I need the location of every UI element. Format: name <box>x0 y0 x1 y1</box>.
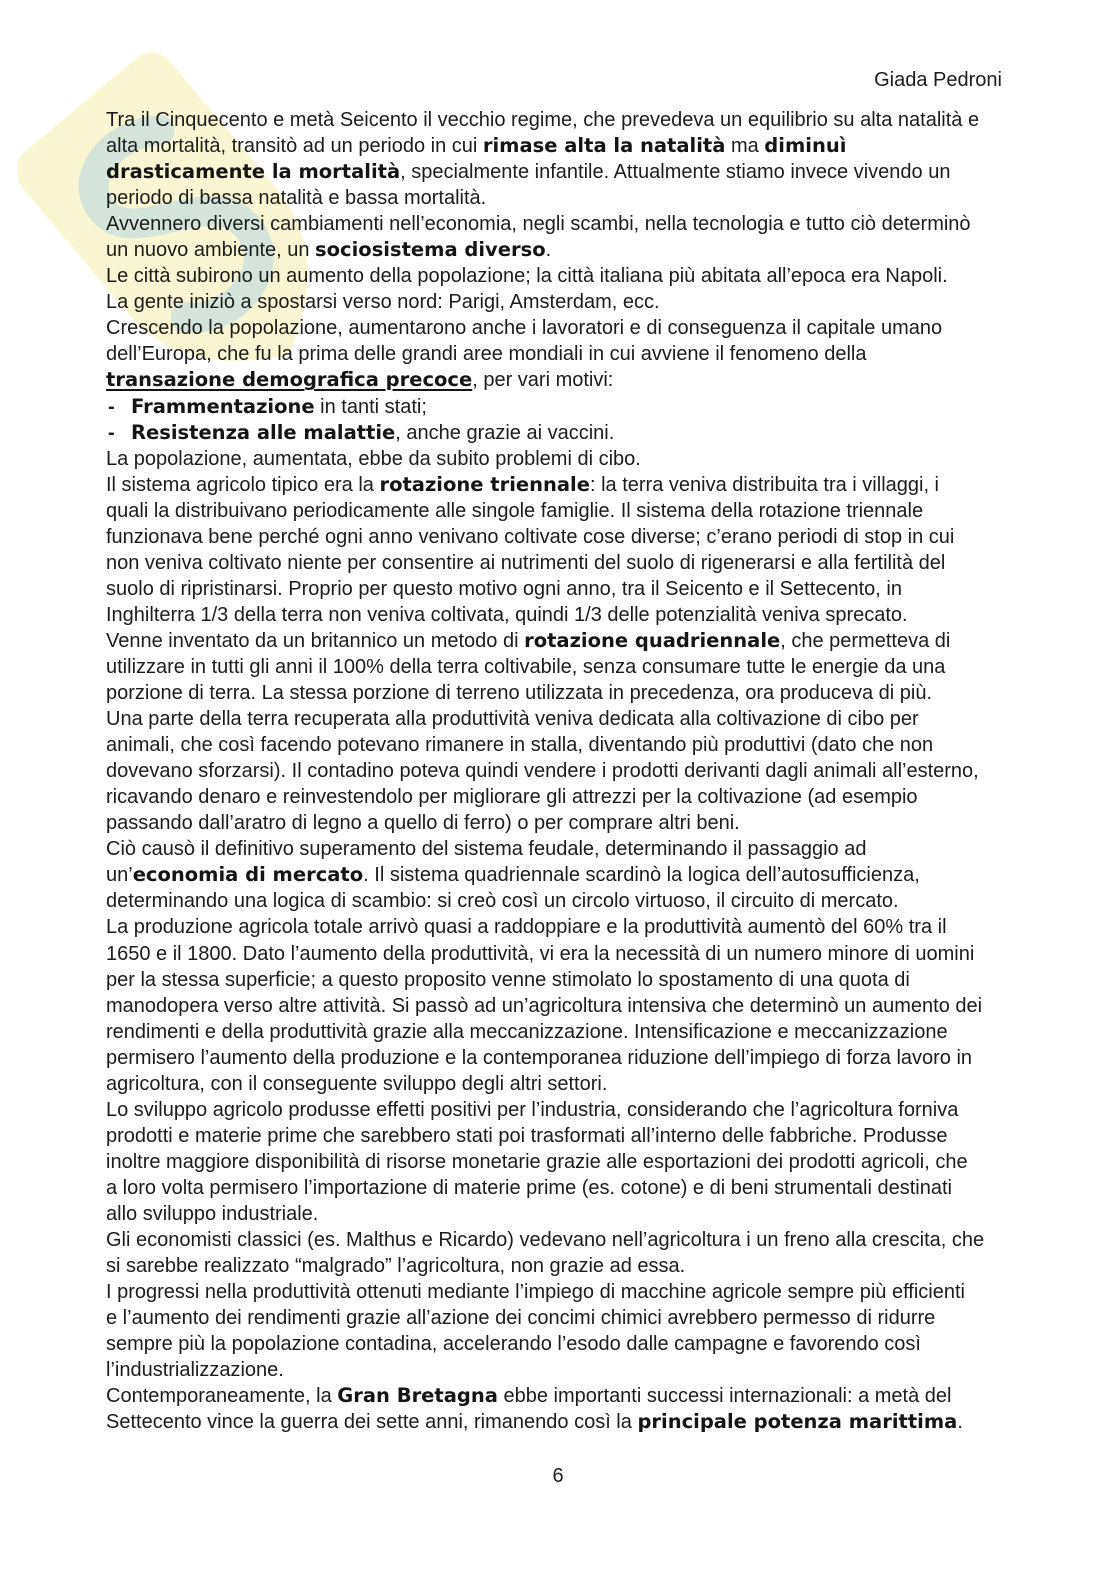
text-line <box>106 1279 965 1305</box>
text-line <box>106 993 982 1019</box>
text-line <box>106 732 933 758</box>
text-line <box>106 420 614 446</box>
text-run: La produzione agricola totale arrivò quasi a raddoppiare e la produttività aumentò del 60% tra il <box>106 916 947 939</box>
text-run: dovevano sforzarsi). Il contadino poteva quindi vendere i prodotti derivanti dagli animali all’esterno, <box>106 760 979 783</box>
bold-term: rimase alta la natalità <box>482 134 726 158</box>
text-line <box>106 1019 948 1045</box>
text-run: e l’aumento dei rendimenti grazie all’azione dei concimi chimici avrebbero permesso di ridurre <box>106 1307 936 1330</box>
text-line <box>106 367 613 393</box>
paragraph <box>106 107 1006 211</box>
text-line <box>106 1045 972 1071</box>
bullet-dash: - <box>108 395 115 418</box>
text-run: Tra il Cinquecento e metà Seicento il vecchio regime, che prevedeva un equilibrio su alta natalità e <box>106 109 980 131</box>
text-run: ebbe importanti successi internazionali: a metà del <box>497 1385 952 1408</box>
text-line <box>106 784 918 810</box>
text-run: Il sistema agricolo tipico era la <box>106 473 380 496</box>
text-line <box>106 1253 685 1279</box>
bold-term: rotazione quadriennale <box>524 628 781 652</box>
text-run: , che permetteva di <box>780 629 951 652</box>
bold-term: principale potenza marittima <box>637 1410 958 1434</box>
text-line <box>106 472 939 498</box>
text-line <box>106 237 551 263</box>
paragraph <box>106 1227 1006 1279</box>
text-run: rendimenti e della produttività grazie alla meccanizzazione. Intensificazione e meccanizzazione <box>106 1020 948 1043</box>
text-run: per la stessa superficie; a questo proposito venne stimolato lo spostamento di una quota di <box>106 968 910 991</box>
text-line <box>106 211 971 237</box>
text-run: animali, che così facendo potevano rimanere in stalla, diventando più produttivi (dato che non <box>106 734 934 757</box>
text-run: Lo sviluppo agricolo produsse effetti positivi per l’industria, considerando che l’agricoltura forniva <box>106 1098 959 1121</box>
text-run: allo sviluppo industriale. <box>106 1202 319 1225</box>
text-run: quali la distribuivano periodicamente alle singole famiglie. Il sistema della rotazione triennale <box>106 499 924 522</box>
text-line <box>106 263 948 289</box>
text-line <box>106 1305 935 1331</box>
text-run: Una parte della terra recuperata alla produttività veniva dedicata alla coltivazione di cibo per <box>106 708 919 731</box>
text-run: in tanti stati; <box>314 395 427 418</box>
text-run: Crescendo la popolazione, aumentarono anche i lavoratori e di conseguenza il capitale umano <box>106 317 943 340</box>
paragraph <box>106 1383 1006 1435</box>
text-run: sempre più la popolazione contadina, accelerando l’esodo dalle campagne e favorendo così <box>106 1333 921 1356</box>
text-line <box>106 941 974 967</box>
text-run: alta mortalità, transitò ad un periodo in cui <box>106 135 483 158</box>
paragraph <box>106 1097 1006 1227</box>
text-line <box>106 1227 984 1253</box>
text-line <box>106 967 910 993</box>
paragraph <box>106 914 1006 1096</box>
text-run: prodotti e materie prime che sarebbero stati poi trasformati all’interno delle fabbriche. Produsse <box>106 1124 948 1147</box>
document-body <box>106 107 1006 1435</box>
text-line <box>106 1383 951 1409</box>
text-line <box>106 1357 284 1383</box>
text-run: ma <box>725 135 765 158</box>
text-run: porzione di terra. La stessa porzione di terreno utilizzata in precedenza, ora produceva di più. <box>106 682 933 705</box>
text-run: Contemporaneamente, la <box>106 1385 338 1408</box>
text-run: Settecento vince la guerra dei sette anni, rimanendo così la <box>106 1411 638 1434</box>
text-line <box>106 185 486 211</box>
text-line <box>106 602 908 628</box>
text-line <box>106 706 919 732</box>
bold-term: rotazione triennale <box>379 472 590 496</box>
text-run: . Il sistema quadriennale scardinò la logica dell’autosufficienza, <box>363 864 920 887</box>
text-run: La gente iniziò a spostarsi verso nord: Parigi, Amsterdam, ecc. <box>106 291 660 314</box>
text-run: utilizzare in tutti gli anni il 100% della terra coltivabile, senza consumare tutte le energie da una <box>106 655 946 678</box>
bold-term: Gran Bretagna <box>337 1384 498 1408</box>
text-run: La popolazione, aumentata, ebbe da subito problemi di cibo. <box>106 447 641 470</box>
bold-term: drasticamente la mortalità <box>106 160 401 184</box>
text-line <box>106 315 942 341</box>
bullet-dash: - <box>108 421 115 444</box>
text-run: dell’Europa, che fu la prima delle grandi aree mondiali in cui avviene il fenomeno della <box>106 343 867 366</box>
text-line <box>106 654 945 680</box>
text-line <box>106 1123 948 1149</box>
text-run: , per vari motivi: <box>472 369 614 392</box>
text-line <box>106 888 899 914</box>
text-line <box>106 394 427 420</box>
text-line <box>106 1409 963 1435</box>
text-run: manodopera verso altre attività. Si passò ad un’agricoltura intensiva che determinò un aumento dei <box>106 994 983 1017</box>
text-line <box>106 1331 921 1357</box>
text-line <box>106 133 846 159</box>
text-run: funzionava bene perché ogni anno venivano coltivate cose diverse; c’erano periodi di stop in cui <box>106 525 955 548</box>
text-line <box>106 289 660 315</box>
text-run: permisero l’aumento della produzione e la contemporanea riduzione dell’impiego di forza lavoro in <box>106 1046 973 1069</box>
text-line <box>106 159 950 185</box>
text-line <box>106 914 947 940</box>
paragraph <box>106 289 1006 315</box>
bold-term: sociosistema diverso <box>315 238 546 262</box>
text-run: inoltre maggiore disponibilità di risorse monetarie grazie alle esportazioni dei prodotti agricoli, che <box>106 1150 968 1173</box>
text-run: ricavando denaro e reinvestendolo per migliorare gli attrezzi per la coltivazione (ad esempio <box>106 786 918 809</box>
text-run: passando dall’aratro di legno a quello di ferro) o per comprare altri beni. <box>106 812 740 835</box>
text-run: 1650 e il 1800. Dato l’aumento della produttività, vi era la necessità di un numero minore di uomini <box>106 942 975 965</box>
paragraph <box>106 472 1006 628</box>
text-run: , anche grazie ai vaccini. <box>395 421 615 444</box>
text-run: I progressi nella produttività ottenuti mediante l’impiego di macchine agricole sempre più efficienti <box>106 1281 965 1304</box>
paragraph <box>106 836 1006 914</box>
text-run: un’ <box>106 864 133 887</box>
text-run: Ciò causò il definitivo superamento del sistema feudale, determinando il passaggio ad <box>106 838 867 861</box>
underlined-bold-term: transazione demografica precoce <box>106 368 473 392</box>
text-line <box>106 498 923 524</box>
paragraph <box>106 706 1006 836</box>
bullet-list-item <box>106 420 1006 446</box>
text-run: l’industrializzazione. <box>106 1359 284 1382</box>
text-line <box>106 680 932 706</box>
text-line <box>106 341 866 367</box>
bullet-list-item <box>106 394 1006 420</box>
bold-term: Frammentazione <box>131 394 315 418</box>
text-line <box>106 810 740 836</box>
text-run: Inghilterra 1/3 della terra non veniva coltivata, quindi 1/3 delle potenzialità veniva sprecato. <box>106 603 908 626</box>
text-line <box>106 107 979 133</box>
text-run: Avvennero diversi cambiamenti nell’economia, negli scambi, nella tecnologia e tutto ciò determinò <box>106 213 971 236</box>
text-line <box>106 836 866 862</box>
paragraph <box>106 446 1006 472</box>
text-run: . <box>957 1411 963 1434</box>
text-run: Gli economisti classici (es. Malthus e Ricardo) vedevano nell’agricoltura i un freno alla crescita, che <box>106 1229 985 1252</box>
bold-term: diminuì <box>764 134 847 158</box>
text-line <box>106 628 950 654</box>
text-run: Venne inventato da un britannico un metodo di <box>106 629 525 652</box>
text-line <box>106 524 954 550</box>
author-name: Giada Pedroni <box>874 69 1002 91</box>
text-line <box>106 862 920 888</box>
text-run: : la terra veniva distribuita tra i villaggi, i <box>589 473 940 496</box>
text-line <box>106 1201 318 1227</box>
text-run: Le città subirono un aumento della popolazione; la città italiana più abitata all’epoca era Napoli. <box>106 265 948 288</box>
paragraph <box>106 315 1006 393</box>
text-run: periodo di bassa natalità e bassa mortalità. <box>106 187 487 210</box>
text-line <box>106 758 979 784</box>
text-run: . <box>545 239 552 262</box>
text-run: determinando una logica di scambio: si creò così un circolo virtuoso, il circuito di mercato. <box>106 890 899 913</box>
text-line <box>106 1071 607 1097</box>
text-run: non veniva coltivato niente per consentire ai nutrimenti del suolo di rigenerarsi e alla fertilità del <box>106 551 946 574</box>
text-run: a loro volta permisero l’importazione di materie prime (es. cotone) e di beni strumentali destinati <box>106 1176 952 1199</box>
paragraph <box>106 1279 1006 1383</box>
text-run: un nuovo ambiente, un <box>106 239 316 262</box>
paragraph <box>106 211 1006 263</box>
text-line <box>106 1149 968 1175</box>
text-line <box>106 446 641 472</box>
page-number: 6 <box>552 1465 564 1487</box>
paragraph <box>106 628 1006 706</box>
bold-term: economia di mercato <box>132 863 364 887</box>
text-run: , specialmente infantile. Attualmente stiamo invece vivendo un <box>400 161 951 184</box>
text-line <box>106 576 902 602</box>
paragraph <box>106 263 1006 289</box>
text-run: suolo di ripristinarsi. Proprio per questo motivo ogni anno, tra il Seicento e il Settecento, in <box>106 577 902 600</box>
text-line <box>106 550 945 576</box>
text-run: agricoltura, con il conseguente sviluppo degli altri settori. <box>106 1072 608 1095</box>
bold-term: Resistenza alle malattie <box>131 420 396 444</box>
text-line <box>106 1097 958 1123</box>
text-line <box>106 1175 952 1201</box>
text-run: si sarebbe realizzato “malgrado” l’agricoltura, non grazie ad essa. <box>106 1255 686 1278</box>
